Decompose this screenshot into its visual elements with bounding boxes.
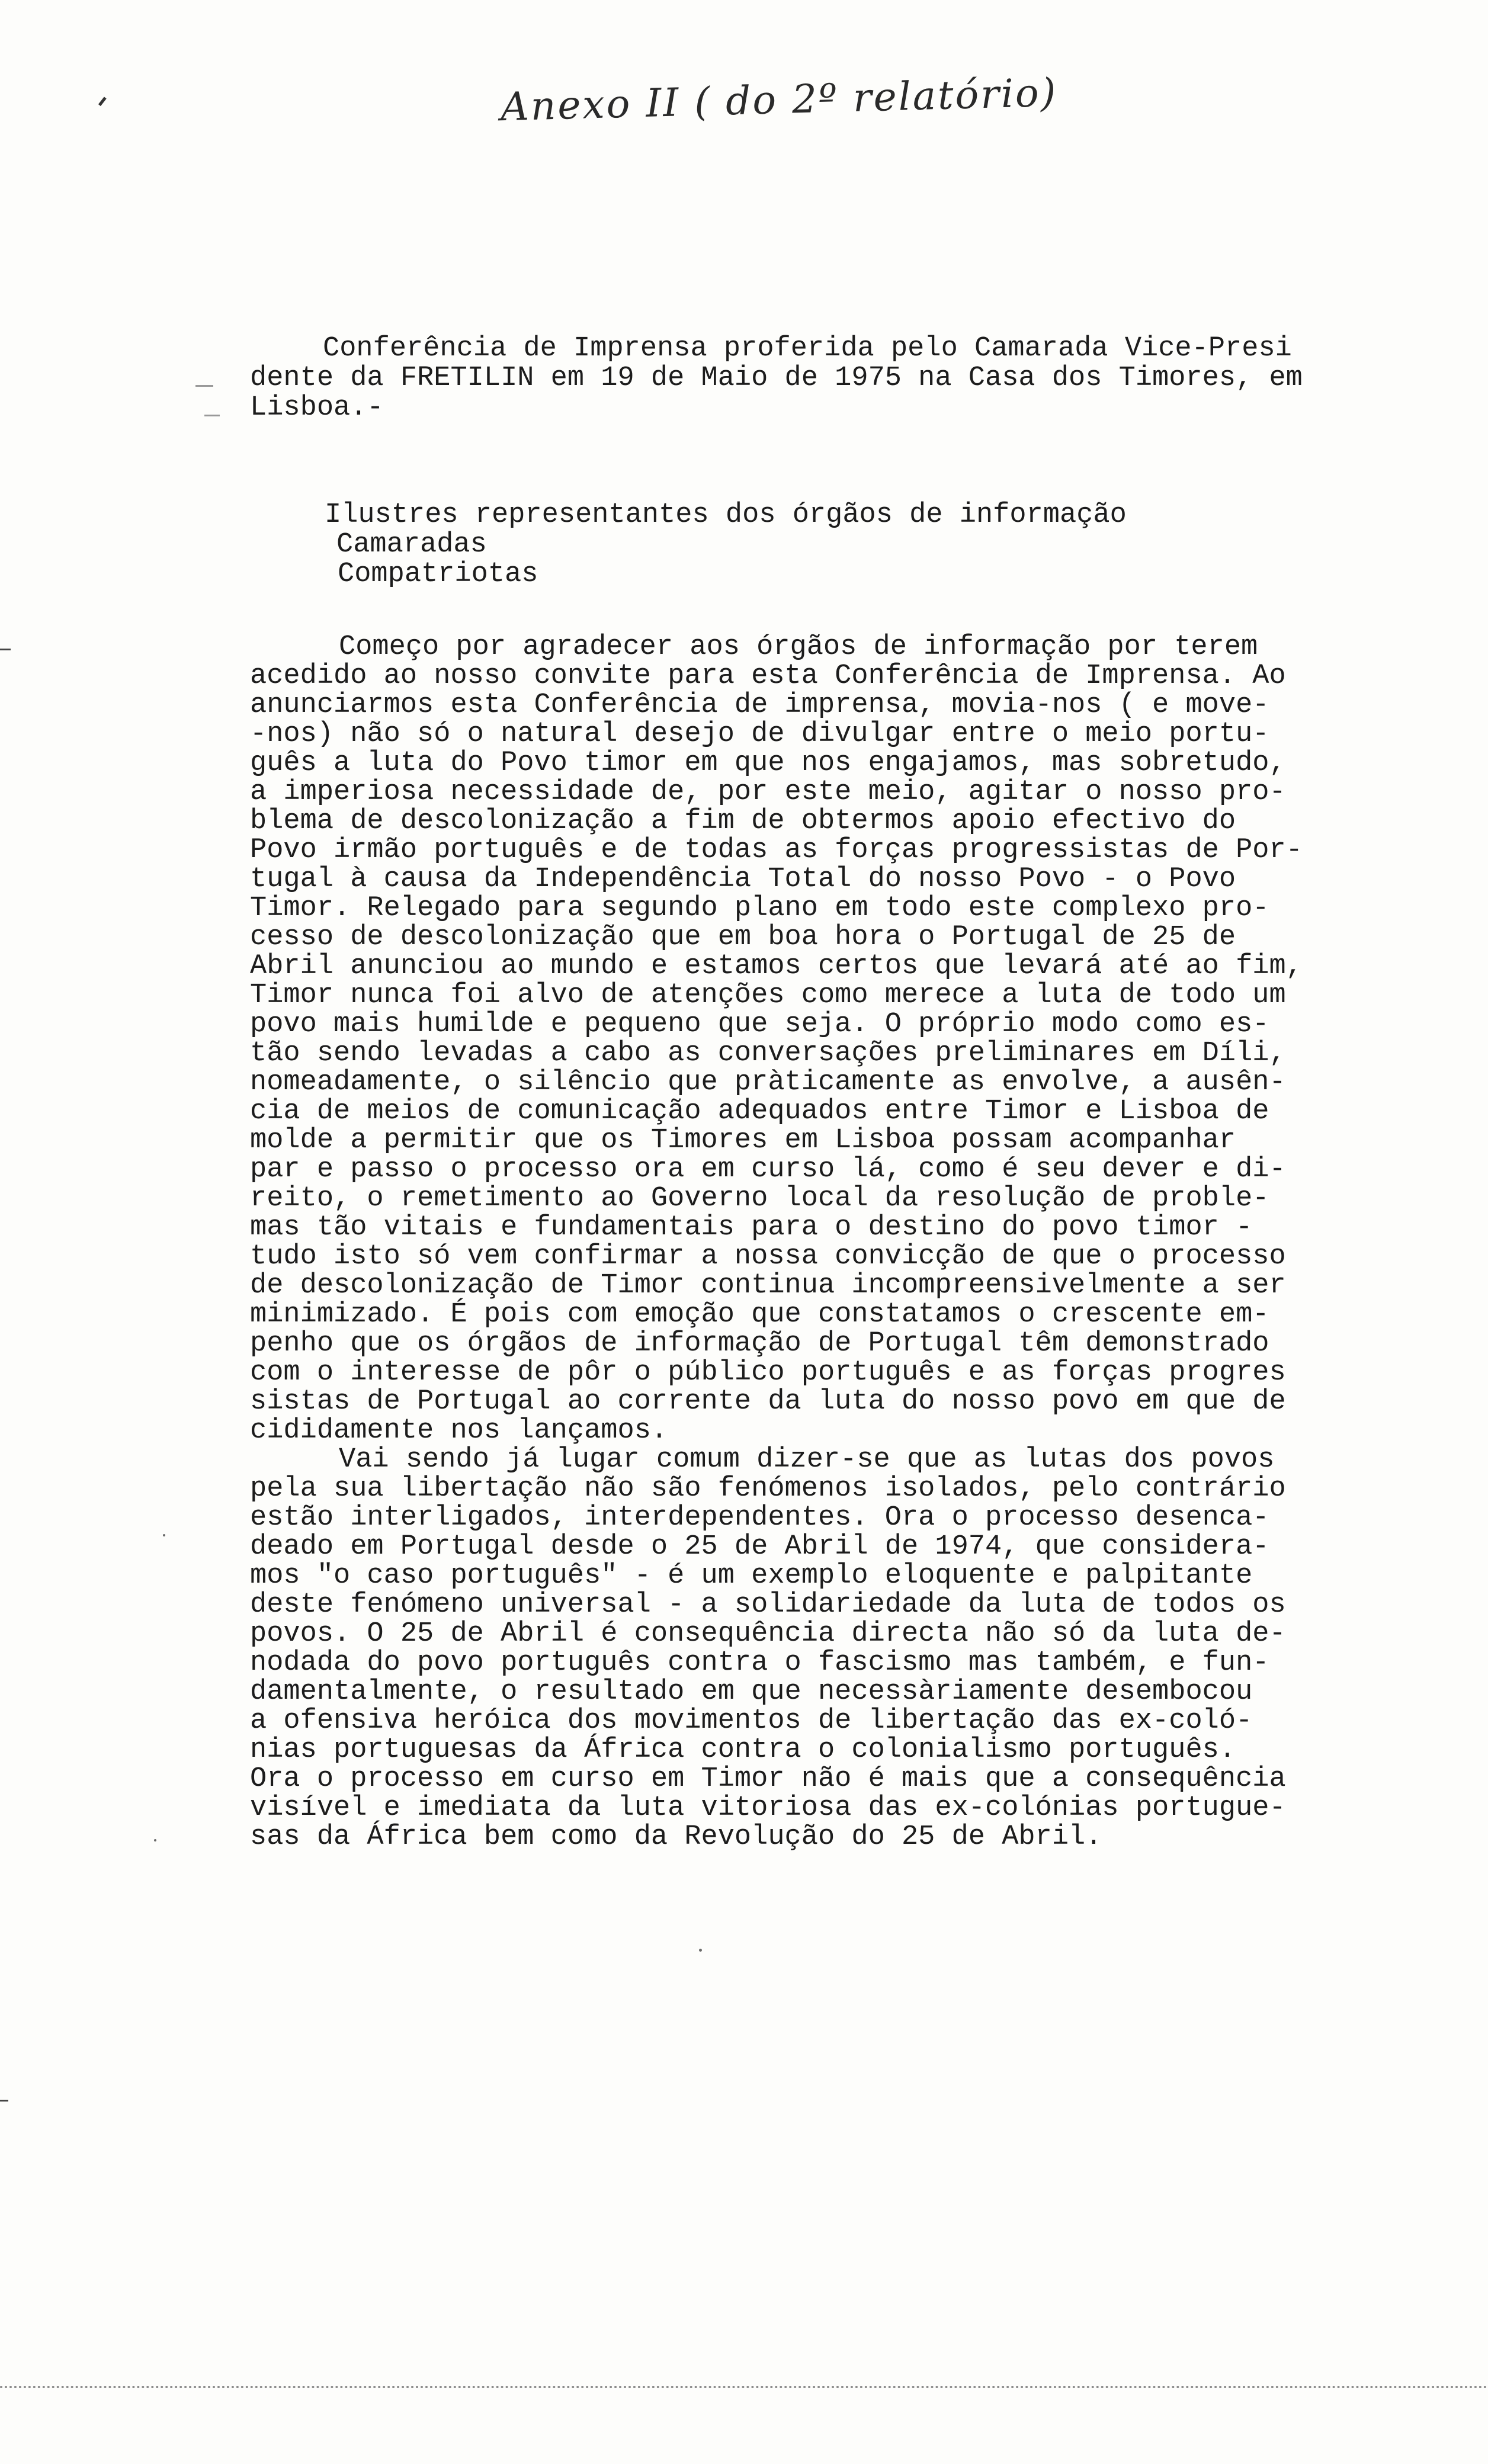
intro-line: dente da FRETILIN em 19 de Maio de 1975 na Casa dos Timores, em: [250, 362, 1303, 394]
body-line: pela sua libertação não são fenómenos isolados, pelo contrário: [250, 1473, 1286, 1504]
body-line: -nos) não só o natural desejo de divulgar entre o meio portu-: [250, 718, 1269, 750]
body-line: blema de descolonização a fim de obtermos apoio efectivo do: [250, 806, 1236, 837]
margin-mark: [204, 415, 220, 416]
body-line: minimizado. É pois com emoção que constatamos o crescente em-: [250, 1299, 1269, 1330]
body-line: tão sendo levadas a cabo as conversações preliminares em Díli,: [250, 1038, 1286, 1069]
body-line: a ofensiva heróica dos movimentos de libertação das ex-coló-: [250, 1705, 1253, 1737]
body-line: par e passo o processo ora em curso lá, como é seu dever e di-: [250, 1154, 1286, 1185]
body-line: tudo isto só vem confirmar a nossa convicção de que o processo: [250, 1241, 1286, 1272]
intro-line: Lisboa.-: [250, 392, 384, 424]
salutation-line: Ilustres representantes dos órgãos de informação: [325, 499, 1127, 531]
body-line: guês a luta do Povo timor em que nos engajamos, mas sobretudo,: [250, 747, 1286, 779]
body-line: tugal à causa da Independência Total do nosso Povo - o Povo: [250, 864, 1236, 895]
margin-mark: [195, 385, 213, 387]
scan-speck: [699, 1949, 702, 1952]
scan-speck: [163, 1534, 165, 1536]
body-line: Timor nunca foi alvo de atenções como merece a luta de todo um: [250, 980, 1286, 1011]
body-line: Abril anunciou ao mundo e estamos certos que levará até ao fim,: [250, 951, 1303, 982]
body-line: Começo por agradecer aos órgãos de informação por terem: [339, 631, 1258, 663]
body-line: povo mais humilde e pequeno que seja. O próprio modo como es-: [250, 1009, 1269, 1040]
body-line: povos. O 25 de Abril é consequência directa não só da luta de-: [250, 1618, 1286, 1650]
salutation-line: Camaradas: [336, 529, 487, 560]
salutation-line: Compatriotas: [338, 559, 538, 590]
body-line: anunciarmos esta Conferência de imprensa, movia-nos ( e move-: [250, 689, 1269, 721]
body-line: deado em Portugal desde o 25 de Abril de 1974, que considera-: [250, 1531, 1269, 1563]
scan-speck: [154, 1839, 156, 1841]
body-line: Vai sendo já lugar comum dizer-se que as lutas dos povos: [339, 1444, 1275, 1475]
body-line: nodada do povo português contra o fascismo mas também, e fun-: [250, 1647, 1269, 1679]
body-line: acedido ao nosso convite para esta Conferência de Imprensa. Ao: [250, 660, 1286, 692]
body-line: cesso de descolonização que em boa hora o Portugal de 25 de: [250, 922, 1236, 953]
body-line: deste fenómeno universal - a solidariedade da luta de todos os: [250, 1589, 1286, 1621]
body-line: visível e imediata da luta vitoriosa das ex-colónias portugue-: [250, 1792, 1286, 1824]
body-line: Timor. Relegado para segundo plano em todo este complexo pro-: [250, 893, 1269, 924]
body-line: cididamente nos lançamos.: [250, 1415, 668, 1446]
body-line: sas da África bem como da Revolução do 25 de Abril.: [250, 1821, 1102, 1853]
body-line: penho que os órgãos de informação de Portugal têm demonstrado: [250, 1328, 1269, 1359]
body-line: sistas de Portugal ao corrente da luta do nosso povo em que de: [250, 1386, 1286, 1417]
body-line: nias portuguesas da África contra o colonialismo português.: [250, 1734, 1236, 1766]
body-line: nomeadamente, o silêncio que pràticamente as envolve, a ausên-: [250, 1067, 1286, 1098]
body-line: mas tão vitais e fundamentais para o destino do povo timor -: [250, 1212, 1253, 1243]
body-line: mos "o caso português" - é um exemplo eloquente e palpitante: [250, 1560, 1253, 1592]
body-line: estão interligados, interdependentes. Ora o processo desenca-: [250, 1502, 1269, 1533]
body-line: reito, o remetimento ao Governo local da resolução de proble-: [250, 1183, 1269, 1214]
body-line: com o interesse de pôr o público português e as forças progres: [250, 1357, 1286, 1388]
body-line: Povo irmão português e de todas as forças progressistas de Por-: [250, 835, 1303, 866]
margin-mark: [0, 649, 11, 650]
body-line: damentalmente, o resultado em que necessàriamente desembocou: [250, 1676, 1253, 1708]
handwritten-annotation: Anexo II ( do 2º relatório): [500, 69, 1059, 130]
margin-mark: [0, 2100, 8, 2102]
body-line: molde a permitir que os Timores em Lisboa possam acompanhar: [250, 1125, 1236, 1156]
body-line: a imperiosa necessidade de, por este meio, agitar o nosso pro-: [250, 777, 1286, 808]
body-line: de descolonização de Timor continua incompreensivelmente a ser: [250, 1270, 1286, 1301]
scan-edge-line: [0, 2386, 1488, 2388]
body-line: cia de meios de comunicação adequados entre Timor e Lisboa de: [250, 1096, 1269, 1127]
check-mark-icon: [98, 97, 117, 114]
intro-line: Conferência de Imprensa proferida pelo Camarada Vice-Presi: [323, 333, 1292, 364]
body-line: Ora o processo em curso em Timor não é mais que a consequência: [250, 1763, 1286, 1795]
